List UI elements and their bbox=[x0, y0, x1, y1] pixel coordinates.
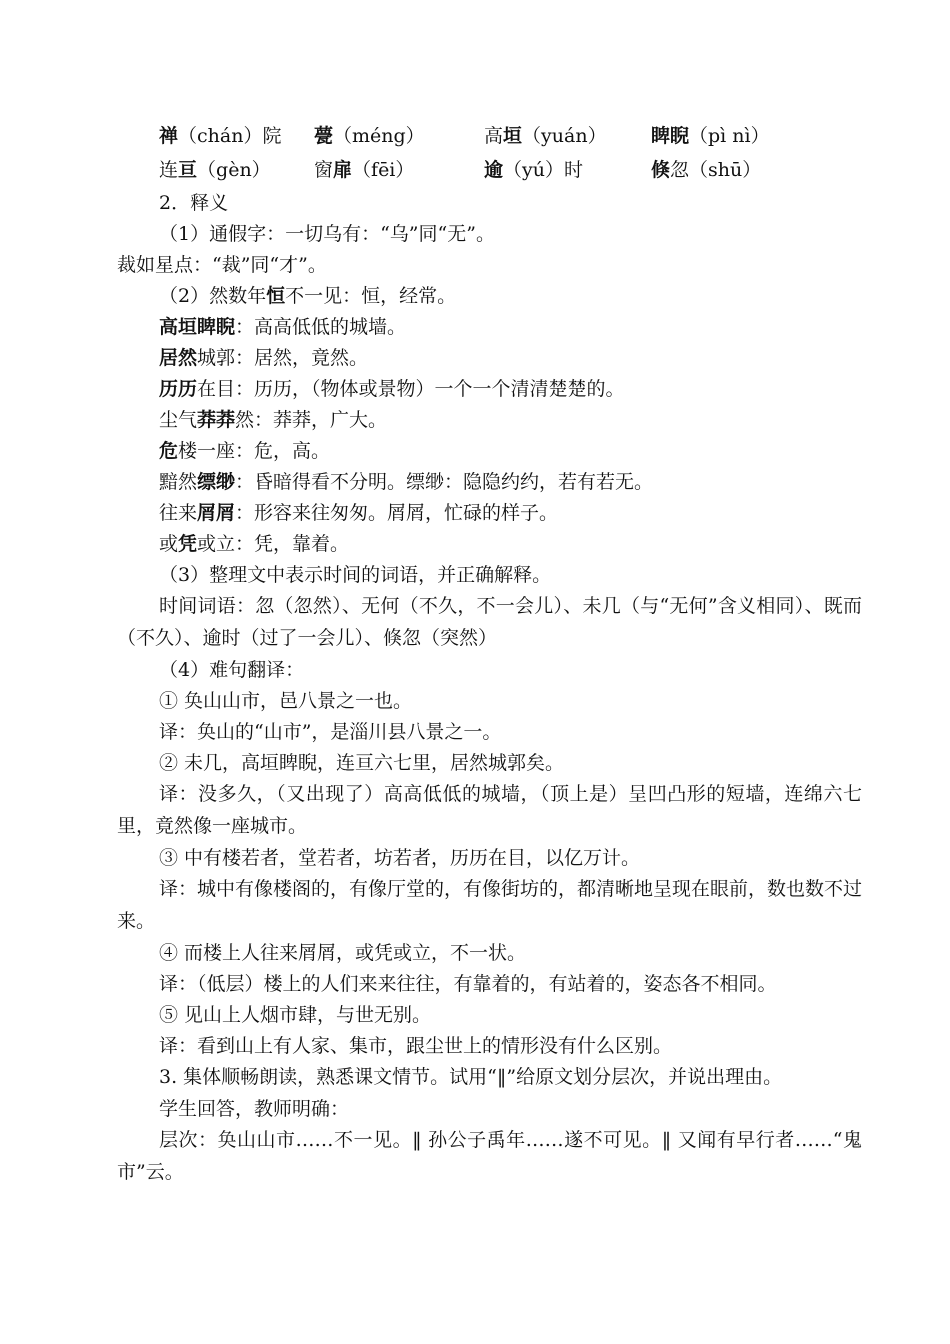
paragraph: 尘气莽莽然：莽莽，广大。 bbox=[159, 409, 388, 431]
paragraph: （2）然数年恒不一见：恒，经常。 bbox=[159, 285, 457, 307]
pinyin-row-2 bbox=[117, 153, 862, 187]
paragraph: 时间词语：忽（忽然）、无何（不久，不一会儿）、未几（与“无何”含义相同）、既而（不久）、逾时（过了一会儿）、倏忽（突然） bbox=[117, 595, 862, 649]
paragraph: ④ 而楼上人往来屑屑，或凭或立，不一状。 bbox=[159, 942, 527, 964]
paragraph: 译：没多久，（又出现了）高高低低的城墙，（顶上是）呈凹凸形的短墙，连绵六七里，竟然像一座城市。 bbox=[117, 783, 862, 837]
paragraph: ③ 中有楼若者，堂若者，坊若者，历历在目，以亿万计。 bbox=[159, 847, 641, 869]
pinyin-item: 甍（méng） bbox=[314, 125, 425, 147]
paragraph: 译：奂山的“山市”，是淄川县八景之一。 bbox=[159, 721, 502, 743]
paragraph: 黯然缥缈：昏暗得看不分明。缥缈：隐隐约约，若有若无。 bbox=[159, 471, 654, 493]
pinyin-item: 窗扉（fēi） bbox=[314, 159, 415, 181]
pinyin-item: 逾（yú）时 bbox=[484, 159, 583, 181]
paragraph: 高垣睥睨：高高低低的城墙。 bbox=[159, 316, 407, 338]
paragraph: 译：看到山上有人家、集市，跟尘世上的情形没有什么区别。 bbox=[159, 1035, 673, 1057]
pinyin-row-1 bbox=[117, 119, 862, 153]
paragraph: 或凭或立：凭，靠着。 bbox=[159, 533, 350, 555]
paragraph: 往来屑屑：形容来往匆匆。屑屑，忙碌的样子。 bbox=[159, 502, 559, 524]
pinyin-item: 高垣（yuán） bbox=[484, 125, 607, 147]
pinyin-item: 连亘（gèn） bbox=[159, 159, 271, 181]
paragraph: 译：（低层）楼上的人们来来往往，有靠着的，有站着的，姿态各不相同。 bbox=[159, 973, 777, 995]
paragraph: 居然城郭：居然，竟然。 bbox=[159, 347, 369, 369]
paragraph: 裁如星点：“裁”同“才”。 bbox=[117, 254, 327, 276]
paragraph: （1）通假字：一切乌有：“乌”同“无”。 bbox=[159, 223, 495, 245]
pinyin-item: 睥睨（pì nì） bbox=[651, 125, 770, 147]
pinyin-item: 倏忽（shū） bbox=[651, 159, 762, 181]
paragraph: 学生回答，教师明确： bbox=[159, 1098, 350, 1120]
paragraph: 历历在目：历历，（物体或景物）一个一个清清楚楚的。 bbox=[159, 378, 625, 400]
document-body bbox=[117, 119, 862, 1188]
paragraph: 层次：奂山山市……不一见。‖ 孙公子禹年……遂不可见。‖ 又闻有早行者……“鬼市”云。 bbox=[117, 1129, 862, 1183]
pinyin-item: 禅（chán）院 bbox=[159, 125, 282, 147]
paragraph: （4）难句翻译： bbox=[159, 659, 305, 681]
paragraph: ① 奂山山市，邑八景之一也。 bbox=[159, 690, 413, 712]
paragraph: 危楼一座：危，高。 bbox=[159, 440, 331, 462]
paragraph: （3）整理文中表示时间的词语，并正确解释。 bbox=[159, 564, 552, 586]
section-heading: 2．释义 bbox=[159, 192, 229, 214]
paragraph: ② 未几，高垣睥睨，连亘六七里，居然城郭矣。 bbox=[159, 752, 565, 774]
paragraph: 译：城中有像楼阁的，有像厅堂的，有像街坊的，都清晰地呈现在眼前，数也数不过来。 bbox=[117, 878, 863, 932]
paragraph: 3. 集体顺畅朗读，熟悉课文情节。试用“‖”给原文划分层次，并说出理由。 bbox=[159, 1066, 783, 1088]
paragraph: ⑤ 见山上人烟市肆，与世无别。 bbox=[159, 1004, 432, 1026]
